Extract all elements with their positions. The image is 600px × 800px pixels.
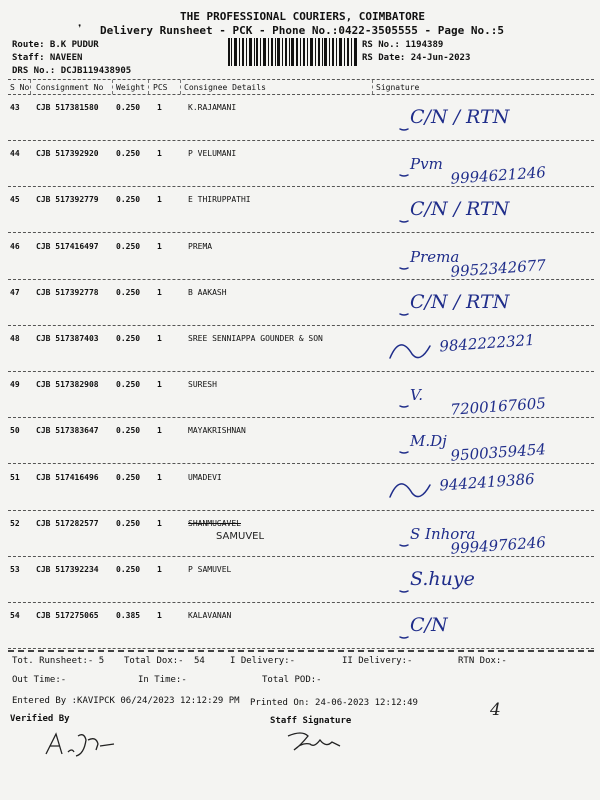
row-weight: 0.250 (116, 242, 141, 251)
row-sno: 51 (10, 473, 20, 482)
row-consignment: CJB 517282577 (36, 519, 99, 528)
row-consignment: CJB 517275065 (36, 611, 99, 620)
table-row (0, 557, 600, 603)
total-pod: Total POD:- (262, 675, 322, 685)
signature-area (370, 463, 595, 513)
table-row (0, 280, 600, 326)
row-weight: 0.250 (116, 473, 141, 482)
row-pcs: 1 (157, 426, 162, 435)
row-pcs: 1 (157, 519, 162, 528)
row-consignment: CJB 517416496 (36, 473, 99, 482)
row-consignment: CJB 517392234 (36, 565, 99, 574)
rs-number: RS No.: 1194389 (362, 40, 444, 50)
row-pcs: 1 (157, 103, 162, 112)
row-consignment: CJB 517392920 (36, 149, 99, 158)
row-sno: 46 (10, 242, 20, 251)
handwritten-signature: S Inhora (410, 525, 476, 543)
row-consignment: CJB 517387403 (36, 334, 99, 343)
col-weight: Weight (116, 83, 145, 92)
signature-area (370, 185, 595, 235)
handwritten-phone: 7200167605 (449, 394, 547, 419)
pen-stroke (400, 268, 408, 269)
pen-stroke (400, 637, 408, 638)
i-delivery: I Delivery:- (230, 656, 296, 666)
row-sno: 44 (10, 149, 20, 158)
row-separator (8, 648, 594, 649)
signature-area (370, 416, 595, 466)
staff-label: Staff: NAVEEN (12, 53, 83, 63)
row-sno: 48 (10, 334, 20, 343)
handwritten-phone: 9994621246 (449, 163, 547, 188)
tot-runsheet: Tot. Runsheet:- 5 (12, 656, 105, 666)
row-consignment: CJB 517392779 (36, 195, 99, 204)
row-pcs: 1 (157, 242, 162, 251)
row-consignee: K.RAJAMANI (188, 103, 237, 112)
route-label: Route: B.K PUDUR (12, 40, 99, 50)
table-row (0, 418, 600, 464)
row-sno: 54 (10, 611, 20, 620)
row-sno: 47 (10, 288, 20, 297)
row-weight: 0.250 (116, 426, 141, 435)
table-row (0, 326, 600, 372)
pen-stroke (400, 591, 408, 592)
signature-area (370, 278, 595, 328)
signature-area (370, 555, 595, 605)
col-divider (112, 80, 113, 94)
row-consignee: E THIRUPPATHI (188, 195, 251, 204)
pen-mark: ❜ (76, 22, 84, 36)
row-consignment: CJB 517381580 (36, 103, 99, 112)
pen-stroke (400, 406, 408, 407)
signature-area (370, 370, 595, 420)
total-dox-value: 54 (194, 656, 205, 666)
signature-area (370, 324, 595, 374)
handwritten-signature: C/N / RTN (410, 106, 510, 128)
row-weight: 0.250 (116, 103, 141, 112)
table-row (0, 465, 600, 511)
handwritten-phone: 9994976246 (449, 533, 547, 558)
row-pcs: 1 (157, 288, 162, 297)
row-sno: 50 (10, 426, 20, 435)
handwritten-signature: C/N / RTN (410, 291, 510, 313)
row-weight: 0.250 (116, 519, 141, 528)
handwritten-phone: 9442419386 (438, 469, 536, 495)
pen-stroke (400, 545, 408, 546)
row-sno: 43 (10, 103, 20, 112)
signature-area (370, 139, 595, 189)
row-consignee: SHANMUGAVEL (188, 519, 241, 528)
col-divider (148, 80, 149, 94)
in-time: In Time:- (138, 675, 187, 685)
row-weight: 0.385 (116, 611, 141, 620)
verified-signature (40, 726, 120, 762)
signature-area (370, 232, 595, 282)
row-sno: 53 (10, 565, 20, 574)
handwritten-signature: S.huye (410, 568, 475, 590)
table-row (0, 372, 600, 418)
rs-date: RS Date: 24-Jun-2023 (362, 53, 471, 63)
row-weight: 0.250 (116, 380, 141, 389)
signature-area (370, 601, 595, 651)
row-pcs: 1 (157, 611, 162, 620)
row-consignee: SURESH (188, 380, 217, 389)
ii-delivery: II Delivery:- (342, 656, 413, 666)
col-consignee: Consignee Details (184, 83, 266, 92)
company-name: THE PROFESSIONAL COURIERS, COIMBATORE (180, 10, 426, 23)
col-consignment: Consignment No (36, 83, 104, 92)
handwritten-signature: Pvm (410, 155, 443, 173)
col-pcs: PCS (153, 83, 168, 92)
handwritten-signature: Prema (410, 248, 460, 266)
row-consignment: CJB 517382908 (36, 380, 99, 389)
row-consignee-correction: SAMUVEL (216, 531, 265, 542)
row-consignee: MAYAKRISHNAN (188, 426, 246, 435)
row-weight: 0.250 (116, 288, 141, 297)
pen-stroke (390, 345, 430, 358)
col-sno: S No (10, 83, 30, 92)
pen-stroke (390, 484, 430, 497)
row-consignee: P VELUMANI (188, 149, 237, 158)
handwritten-phone: 9842222321 (438, 330, 536, 356)
row-consignment: CJB 517416497 (36, 242, 99, 251)
row-pcs: 1 (157, 473, 162, 482)
row-pcs: 1 (157, 149, 162, 158)
table-row (0, 141, 600, 187)
footer-rule (8, 650, 594, 652)
row-weight: 0.250 (116, 149, 141, 158)
handwritten-phone: 9952342677 (449, 256, 547, 281)
handwritten-signature: M.Dj (410, 432, 447, 450)
row-sno: 45 (10, 195, 20, 204)
staff-signature (282, 726, 352, 756)
row-pcs: 1 (157, 380, 162, 389)
row-consignee: B AAKASH (188, 288, 227, 297)
handwritten-signature: C/N (410, 614, 448, 636)
row-consignment: CJB 517383647 (36, 426, 99, 435)
row-consignee: SREE SENNIAPPA GOUNDER & SON (188, 334, 323, 343)
col-signature: Signature (376, 83, 420, 92)
row-sno: 52 (10, 519, 20, 528)
table-row (0, 511, 600, 557)
row-pcs: 1 (157, 334, 162, 343)
row-consignee: KALAVANAN (188, 611, 232, 620)
table-row (0, 187, 600, 233)
column-header-row (8, 80, 594, 94)
col-divider (372, 80, 373, 94)
handwritten-signature: V. (410, 386, 423, 404)
pen-stroke (400, 129, 408, 130)
row-weight: 0.250 (116, 334, 141, 343)
col-divider (180, 80, 181, 94)
row-weight: 0.250 (116, 195, 141, 204)
staff-signature-label: Staff Signature (270, 716, 352, 726)
row-consignee: UMADEVI (188, 473, 222, 482)
drs-number: DRS No.: DCJB119438905 (12, 66, 132, 76)
col-divider (30, 80, 31, 94)
table-row (0, 95, 600, 141)
row-consignment: CJB 517392778 (36, 288, 99, 297)
pen-stroke (400, 452, 408, 453)
entered-by: Entered By :KAVIPCK 06/24/2023 12:12:29 PM (12, 696, 240, 706)
row-pcs: 1 (157, 195, 162, 204)
printed-on: Printed On: 24-06-2023 12:12:49 (250, 698, 418, 708)
total-dox-label: Total Dox:- (124, 656, 184, 666)
pen-stroke (400, 314, 408, 315)
verified-by-label: Verified By (10, 714, 70, 724)
out-time: Out Time:- (12, 675, 67, 685)
pen-stroke (400, 175, 408, 176)
barcode (228, 38, 358, 66)
table-row (0, 603, 600, 649)
row-consignee: P SAMUVEL (188, 565, 232, 574)
row-sno: 49 (10, 380, 20, 389)
row-weight: 0.250 (116, 565, 141, 574)
signature-area (370, 509, 595, 559)
handwritten-signature: C/N / RTN (410, 198, 510, 220)
row-pcs: 1 (157, 565, 162, 574)
row-consignee: PREMA (188, 242, 213, 251)
handwritten-phone: 9500359454 (449, 440, 547, 465)
table-row (0, 234, 600, 280)
page-mark: 4 (490, 700, 501, 720)
pen-stroke (400, 221, 408, 222)
rtn-dox: RTN Dox:- (458, 656, 507, 666)
runsheet-title: Delivery Runsheet - PCK - Phone No.:0422-3505555 - Page No.:5 (100, 24, 504, 37)
signature-area (370, 93, 595, 143)
